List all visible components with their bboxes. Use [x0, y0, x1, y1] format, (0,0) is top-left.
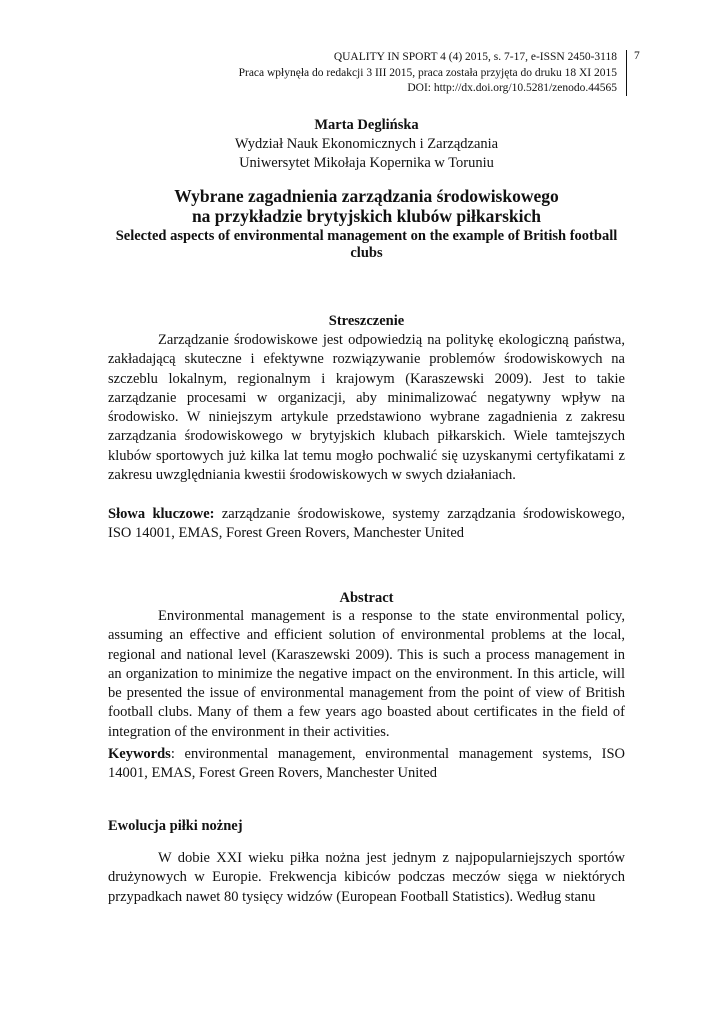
doi-line: DOI: http://dx.doi.org/10.5281/zenodo.44565 — [407, 82, 617, 94]
abstract-heading: Abstract — [339, 590, 394, 606]
keywords-text: : environmental management, environmental management systems, ISO 14001, EMAS, Forest Green Rovers, Manchester United — [108, 746, 625, 782]
streszczenie-heading: Streszczenie — [328, 313, 405, 329]
slowa-kluczowe-text: zarządzanie środowiskowe, systemy zarządzania środowiskowego, ISO 14001, EMAS, Forest Green Rovers, Manchester United — [108, 506, 625, 542]
page-number: 7 — [634, 50, 640, 62]
title-polish-line2: na przykładzie brytyjskich klubów piłkarskich — [191, 206, 542, 226]
author-name: Marta Deglińska — [314, 117, 419, 133]
slowa-kluczowe — [108, 505, 625, 544]
header-divider — [626, 50, 627, 96]
journal-citation: QUALITY IN SPORT 4 (4) 2015, s. 7-17, e-ISSN 2450-3118 — [333, 51, 617, 63]
keywords — [108, 745, 625, 784]
paper-title-english: Selected aspects of environmental management on the example of British football clubs — [115, 228, 618, 261]
author-block — [108, 116, 625, 173]
keywords-label: Keywords — [108, 746, 171, 762]
section-body: W dobie XXI wieku piłka nożna jest jednym z najpopularniejszych sportów drużynowych w Europie. Frekwencja kibiców podczas meczów sięga w niektórych przypadkach nawet 80 tysięcy widzów (European Football Statistics). Według stanu — [108, 850, 625, 905]
title-polish-line1: Wybrane zagadnienia zarządzania środowiskowego — [174, 186, 559, 206]
author-affiliation-university: Uniwersytet Mikołaja Kopernika w Toruniu — [239, 155, 494, 171]
journal-header — [239, 50, 617, 97]
author-affiliation-faculty: Wydział Nauk Ekonomicznych i Zarządzania — [234, 136, 499, 152]
submission-dates: Praca wpłynęła do redakcji 3 III 2015, praca została przyjęta do druku 18 XI 2015 — [238, 66, 617, 79]
streszczenie-text: Zarządzanie środowiskowe jest odpowiedzią na politykę ekologiczną państwa, zakładającą skuteczne i efektywne rozwiązywanie problemów środowiskowych na szczeblu lokalnym, regionalnym i krajowym (Karaszewski 2009). Jest to takie zarządzanie procesami w organizacji, aby minimalizować negatywny wpływ na środowisko. W niniejszym artykule przedstawiono wybrane zagadnienia z zakresu zarządzania środowiskowego w brytyjskich klubach piłkarskich. Wiele tamtejszych klubów sportowych już kilka lat temu mogło pochwalić się uzyskanymi certyfikatami z zakresu uwzględniania kwestii środowiskowych w swych działaniach. — [108, 332, 625, 484]
slowa-kluczowe-label: Słowa kluczowe: — [108, 506, 215, 522]
paper-title-polish — [108, 186, 625, 226]
section-heading: Ewolucja piłki nożnej — [108, 818, 243, 834]
abstract-text: Environmental management is a response to the state environmental policy, assuming an effective and efficient solution of environmental problems at the local, regional and national level (Karaszewski 2009). This is such a process management in an organization to minimize the negative impact on the environment. In this article, will be presented the issue of environmental management from the point of view of British football clubs. Many of them a few years ago boasted about certificates in the field of integration of the environment in their activities. — [108, 608, 625, 740]
